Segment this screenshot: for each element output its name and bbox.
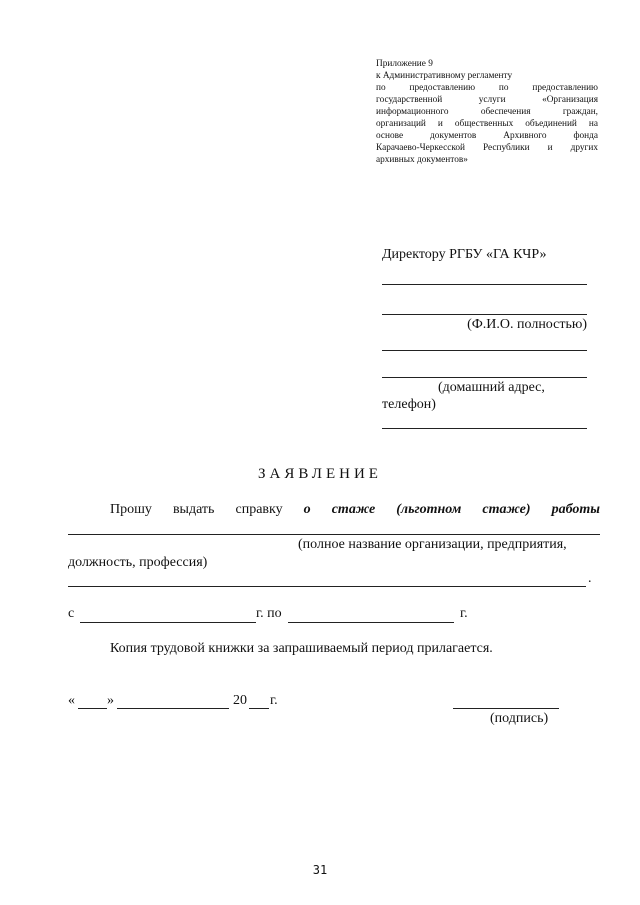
phone-line[interactable] bbox=[382, 428, 587, 429]
period-from-label: с bbox=[68, 606, 75, 621]
attachment-note: Копия трудовой книжки за запрашиваемый период прилагается. bbox=[110, 641, 493, 656]
appendix-number: Приложение 9 bbox=[376, 59, 433, 69]
organization-line[interactable] bbox=[68, 534, 600, 535]
request-word: стаже bbox=[331, 502, 376, 517]
appendix-text-line: Карачаево-Черкесской Республики и других bbox=[376, 143, 598, 153]
page-number: 31 bbox=[312, 863, 328, 877]
position-hint: должность, профессия) bbox=[68, 555, 208, 570]
request-word: Прошу bbox=[110, 502, 152, 517]
organization-hint: (полное название организации, предприятия, bbox=[298, 537, 567, 552]
date-close-quote: » bbox=[107, 693, 114, 708]
fio-hint: (Ф.И.О. полностью) bbox=[467, 317, 587, 332]
appendix-text-line: основе документов Архивного фонда bbox=[376, 131, 598, 141]
request-word: о bbox=[303, 502, 311, 517]
date-year-suffix: г. bbox=[270, 693, 278, 708]
request-sentence bbox=[110, 502, 600, 518]
date-century: 20 bbox=[233, 693, 247, 708]
applicant-name-line-2[interactable] bbox=[382, 350, 587, 351]
date-year-line[interactable] bbox=[249, 708, 269, 709]
period-start-line[interactable] bbox=[80, 622, 256, 623]
address-line[interactable] bbox=[382, 377, 587, 378]
period-end-line[interactable] bbox=[288, 622, 454, 623]
position-line[interactable] bbox=[68, 586, 586, 587]
director-label: Директору РГБУ «ГА КЧР» bbox=[382, 247, 547, 262]
date-day-line[interactable] bbox=[78, 708, 107, 709]
request-word: работы bbox=[551, 502, 600, 517]
appendix-reference: к Административному регламенту bbox=[376, 71, 513, 81]
period-to-label: г. по bbox=[256, 606, 282, 621]
date-month-line[interactable] bbox=[117, 708, 229, 709]
director-name-line[interactable] bbox=[382, 284, 587, 285]
address-hint: (домашний адрес, bbox=[438, 380, 545, 395]
request-word: (льготном bbox=[396, 502, 462, 517]
request-word: справку bbox=[235, 502, 283, 517]
date-open-quote: « bbox=[68, 693, 75, 708]
appendix-text-line: по предоставлению по предоставлению bbox=[376, 83, 598, 93]
appendix-text-line: архивных документов» bbox=[376, 155, 468, 165]
line-end-dot: . bbox=[588, 571, 592, 586]
applicant-name-line[interactable] bbox=[382, 314, 587, 315]
request-word: стаже) bbox=[482, 502, 531, 517]
appendix-text-line: информационного обеспечения граждан, bbox=[376, 107, 598, 117]
phone-hint: телефон) bbox=[382, 397, 436, 412]
period-year-suffix: г. bbox=[460, 606, 468, 621]
appendix-header bbox=[376, 58, 598, 166]
appendix-text-line: государственной услуги «Организация bbox=[376, 95, 598, 105]
appendix-text-line: организаций и общественных объединений на bbox=[376, 119, 598, 129]
request-word: выдать bbox=[172, 502, 215, 517]
signature-line[interactable] bbox=[453, 708, 559, 709]
document-title: ЗАЯВЛЕНИЕ bbox=[258, 466, 382, 482]
signature-hint: (подпись) bbox=[490, 711, 549, 726]
